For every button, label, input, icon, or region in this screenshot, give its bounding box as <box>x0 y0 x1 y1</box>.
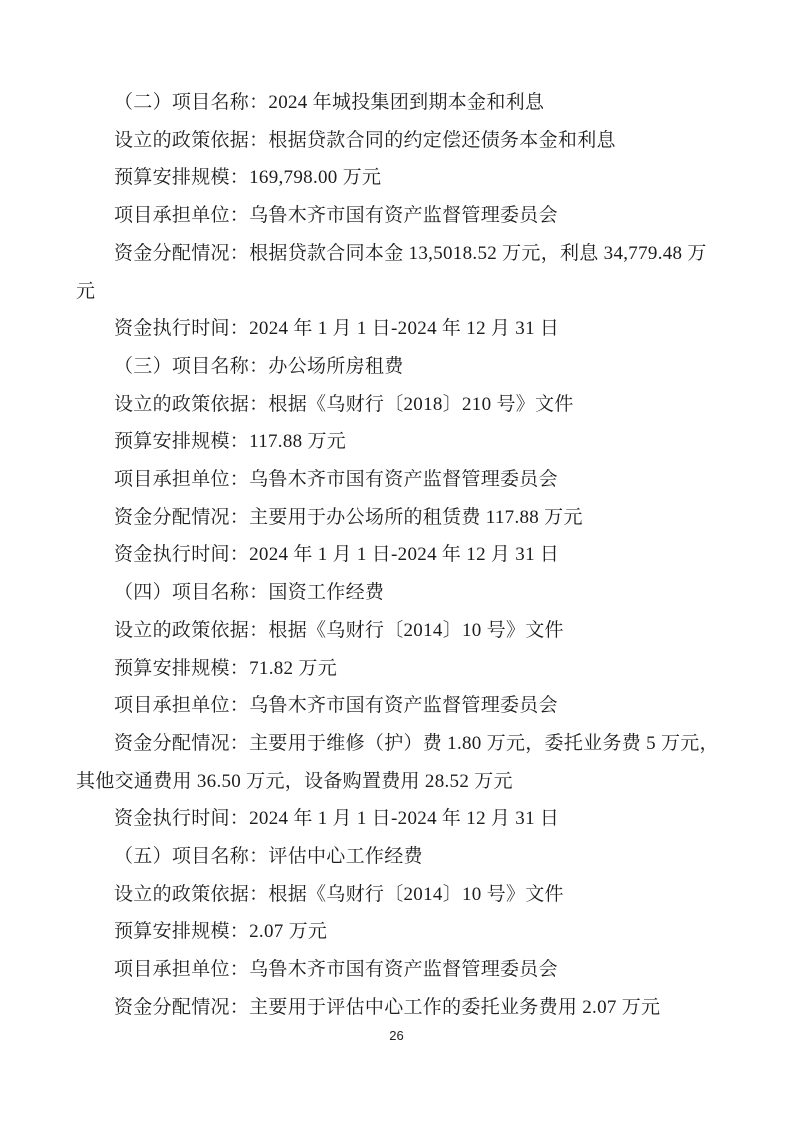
text-line: 项目承担单位：乌鲁木齐市国有资产监督管理委员会 <box>114 205 558 227</box>
text-line: 预算安排规模：71.82 万元 <box>114 657 338 679</box>
text-line: 元 <box>76 280 96 302</box>
document-body <box>76 84 727 1027</box>
text-line: 资金执行时间：2024 年 1 月 1 日-2024 年 12 月 31 日 <box>114 808 560 830</box>
text-line: 预算安排规模：2.07 万元 <box>114 921 328 943</box>
text-line: 资金分配情况：主要用于维修（护）费 1.80 万元，委托业务费 5 万元， <box>114 732 719 754</box>
text-line: 设立的政策依据：根据贷款合同的约定偿还债务本金和利息 <box>114 129 616 151</box>
text-line: 项目承担单位：乌鲁木齐市国有资产监督管理委员会 <box>114 959 558 981</box>
text-line: 资金分配情况：根据贷款合同本金 13,5018.52 万元，利息 34,779.48 万 <box>114 242 707 264</box>
text-line: （二）项目名称：2024 年城投集团到期本金和利息 <box>114 92 545 113</box>
text-line: 预算安排规模：169,798.00 万元 <box>114 167 382 189</box>
text-line: 设立的政策依据：根据《乌财行〔2014〕10 号》文件 <box>114 883 564 905</box>
text-line: （五）项目名称：评估中心工作经费 <box>114 846 423 868</box>
text-line: 资金执行时间：2024 年 1 月 1 日-2024 年 12 月 31 日 <box>114 544 560 566</box>
text-line: 设立的政策依据：根据《乌财行〔2014〕10 号》文件 <box>114 619 564 641</box>
text-line: 资金分配情况：主要用于评估中心工作的委托业务费用 2.07 万元 <box>114 996 661 1018</box>
text-line: 预算安排规模：117.88 万元 <box>114 431 347 453</box>
text-line: 项目承担单位：乌鲁木齐市国有资产监督管理委员会 <box>114 695 558 717</box>
text-line: 资金执行时间：2024 年 1 月 1 日-2024 年 12 月 31 日 <box>114 318 560 340</box>
text-line: 设立的政策依据：根据《乌财行〔2018〕210 号》文件 <box>114 393 574 415</box>
text-line: 其他交通费用 36.50 万元，设备购置费用 28.52 万元 <box>76 770 513 792</box>
text-line: （三）项目名称：办公场所房租费 <box>114 355 404 377</box>
page-number: 26 <box>389 1028 404 1043</box>
text-line: 项目承担单位：乌鲁木齐市国有资产监督管理委员会 <box>114 469 558 491</box>
text-line: （四）项目名称：国资工作经费 <box>114 582 385 604</box>
text-line: 资金分配情况：主要用于办公场所的租赁费 117.88 万元 <box>114 506 583 528</box>
